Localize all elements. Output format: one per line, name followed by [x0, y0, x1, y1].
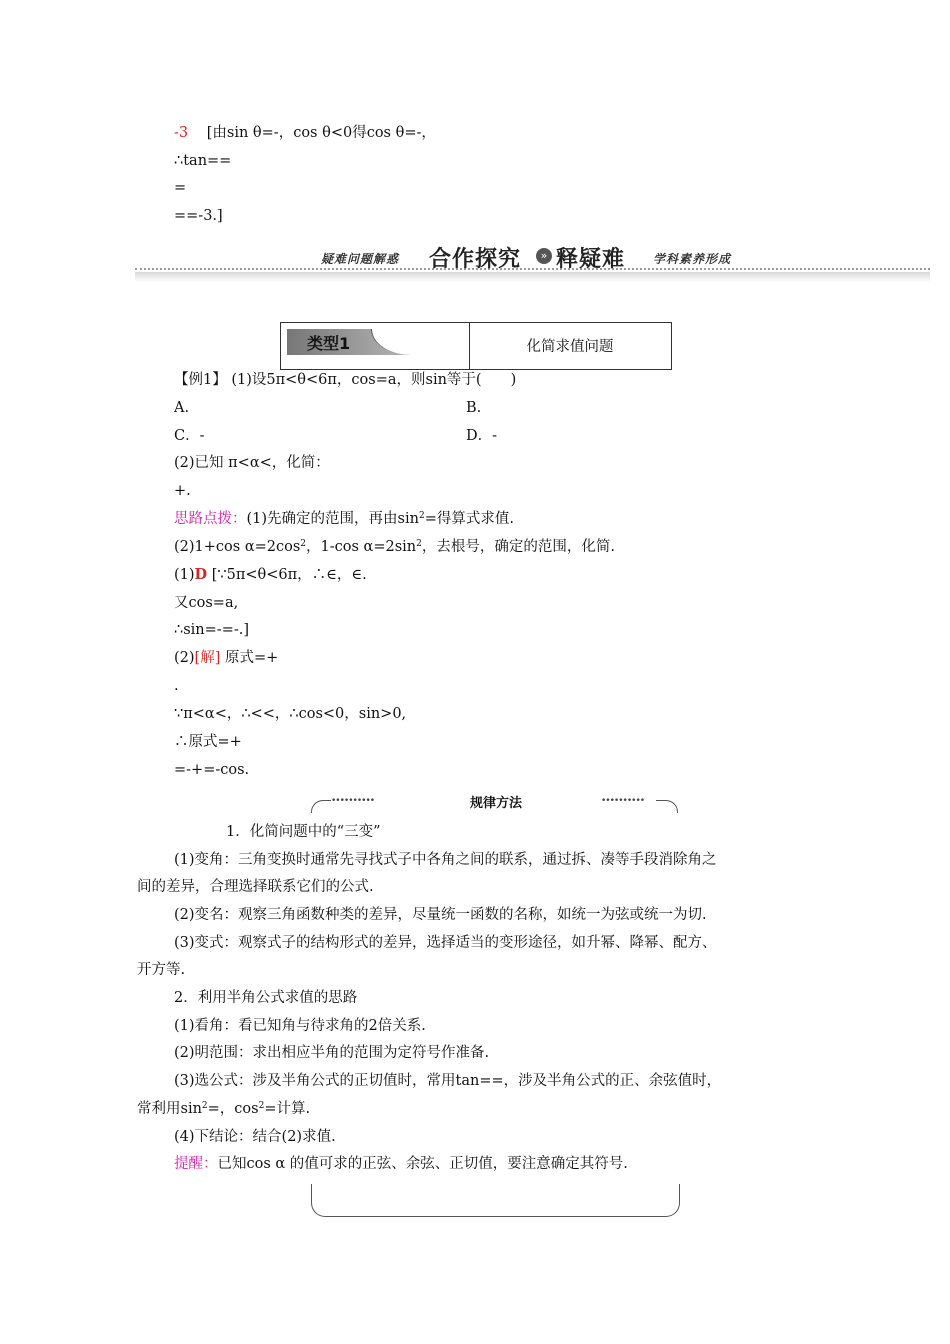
option-d: D．- [466, 428, 498, 444]
tan-line-3: ==-3.] [174, 208, 223, 224]
method-frame-top: •••••••••• 规律方法 •••••••••• [311, 792, 678, 812]
section-banner [135, 242, 930, 282]
method-c2: (2)明范围：求出相应半角的范围为定符号作准备. [174, 1045, 490, 1061]
type-tag-label: 类型1 [307, 334, 351, 353]
method-c3a: (3)选公式：涉及半角公式的正切值时，常用tan==，涉及半角公式的正、余弦值时， [174, 1073, 722, 1089]
banner-arrow-icon: » [536, 248, 552, 264]
answer-letter: D [194, 566, 208, 583]
banner-right-text: 学科素养形成 [653, 252, 732, 266]
part2-stem: (2)已知 π<α<，化简： [174, 455, 330, 471]
solution-4: (2)[解] 原式=+ [174, 650, 279, 666]
hint-line-2: (2)1+cos $\alpha=2\cos^2$，1-cos $\alpha=2\sin^2$，去根号，确定的范围，化简. [174, 539, 615, 555]
tip-label: 提醒： [174, 1156, 218, 1172]
method-tip: 提醒：已知cos α 的值可求的正弦、余弦、正切值，要注意确定其符号. [174, 1156, 628, 1172]
method-b3a: (3)变式：观察式子的结构形式的差异，选择适当的变形途径，如升幂、降幂、配方、 [174, 935, 717, 951]
option-a: A. [174, 400, 190, 416]
answer-explanation: [由sin θ=-，cos θ<0得cos θ=-， [206, 125, 436, 141]
option-b: B. [466, 400, 482, 416]
method-b2: (2)变名：观察三角函数种类的差异，尽量统一函数的名称，如统一为弦或统一为切. [174, 907, 707, 923]
method-title: 规律方法 [469, 796, 522, 811]
part2-expression: +. [174, 483, 191, 499]
banner-left-text: 疑难问题解惑 [321, 252, 400, 266]
solution-3: ∴sin=-=-.] [174, 622, 250, 638]
solution-2: 又cos=a, [174, 595, 239, 611]
method-b1b: 间的差异，合理选择联系它们的公式. [137, 879, 374, 895]
solution-tag: [解] [194, 650, 221, 666]
hint-line-1: 思路点拨：(1)先确定的范围，再由$\sin^2=$得算式求值. [174, 511, 514, 527]
answer-line [174, 123, 436, 143]
method-c3b: 常利用$\sin^2=$，$\cos^2=$计算. [137, 1101, 311, 1117]
banner-title-a: 合作探究 [429, 247, 522, 272]
method-b1a: (1)变角：三角变换时通常先寻找式子中各角之间的联系，通过拆、凑等手段消除角之 [174, 852, 717, 868]
solution-8: =-+=-cos. [174, 762, 250, 778]
type-tag [287, 329, 469, 355]
tan-line-1: ∴tan== [174, 153, 232, 169]
option-c: C．- [174, 428, 205, 444]
method-b3b: 开方等. [137, 962, 186, 978]
method-c1: (1)看角：看已知角与待求角的2倍关系. [174, 1018, 426, 1034]
answer-value: -3 [174, 125, 189, 141]
solution-1: (1)D [∵5π<θ<6π，∴∈，∈. [174, 566, 367, 583]
method-frame-bottom [311, 1184, 680, 1217]
type-title: 化简求值问题 [526, 339, 614, 355]
method-heading-1: 1．化简问题中的“三变” [226, 824, 381, 840]
tan-line-2: = [174, 180, 187, 196]
solution-5: . [174, 678, 179, 694]
solution-7: ∴原式=+ [174, 734, 242, 750]
hint-label: 思路点拨： [174, 511, 247, 527]
type-box [280, 322, 672, 370]
banner-title-b: 释疑难 [556, 247, 626, 272]
solution-6: ∵π<α<，∴<<，∴cos<0，sin>0, [174, 706, 407, 722]
method-c4: (4)下结论：结合(2)求值. [174, 1129, 336, 1145]
example-stem: 【例1】 (1)设5π<θ<6π，cos=a，则sin等于( ) [174, 372, 517, 388]
method-heading-2: 2．利用半角公式求值的思路 [174, 990, 358, 1006]
